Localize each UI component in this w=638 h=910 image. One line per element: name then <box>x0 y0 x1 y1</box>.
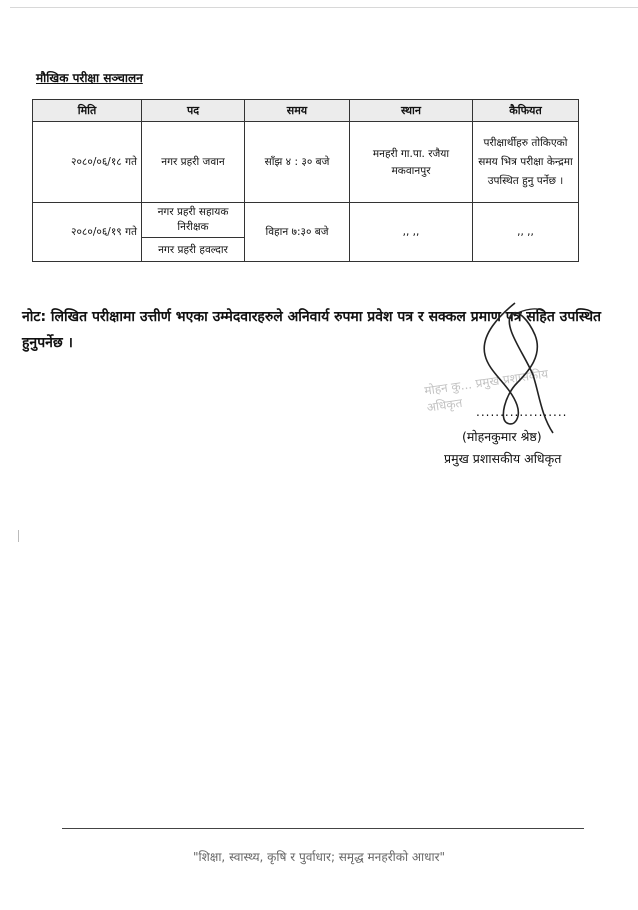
row1-date: २०८०/०६/१८ गते <box>33 122 142 203</box>
row2-post-a: नगर प्रहरी सहायक निरीक्षक <box>142 203 245 238</box>
top-rule <box>10 7 638 8</box>
signatory-title: प्रमुख प्रशासकीय अधिकृत <box>444 451 562 466</box>
row2-place: ,, ,, <box>350 203 473 262</box>
header-post: पद <box>142 100 245 122</box>
exam-schedule-table <box>32 99 579 262</box>
row1-place <box>350 122 473 203</box>
row1-place-line1: मनहरी गा.पा. रजैया <box>372 147 450 160</box>
header-time: समय <box>245 100 350 122</box>
handwritten-signature <box>455 295 568 445</box>
row1-remarks: परीक्षार्थीहरु तोकिएको समय भित्र परीक्षा केन्द्रमा उपस्थित हुनु पर्नेछ । <box>473 122 579 203</box>
signature-line: ................... <box>476 405 568 419</box>
table-row <box>33 203 579 238</box>
row2-date: २०८०/०६/१९ गते <box>33 203 142 262</box>
margin-mark <box>18 530 22 542</box>
footer-motto: "शिक्षा, स्वास्थ्य, कृषि र पुर्वाधार; समृद्ध मनहरीको आधार" <box>192 850 446 864</box>
footer-rule <box>62 828 584 829</box>
header-date: मिति <box>33 100 142 122</box>
row1-place-line2: मकवानपुर <box>391 164 431 177</box>
row2-remarks: ,, ,, <box>473 203 579 262</box>
note-paragraph: नोट: लिखित परीक्षामा उत्तीर्ण भएका उम्मेदवारहरुले अनिवार्य रुपमा प्रवेश पत्र र सक्कल प्रमाण पत्र सहित उपस्थित हुनुपर्नेछ । <box>22 309 602 351</box>
row2-post-b: नगर प्रहरी हवल्दार <box>142 238 245 262</box>
header-remarks: कैफियत <box>473 100 579 122</box>
row1-time: साँझ ४ : ३० बजे <box>245 122 350 203</box>
section-heading: मौखिक परीक्षा सञ्चालन <box>36 71 143 85</box>
table-row <box>33 122 579 203</box>
official-stamp: मोहन कु... प्रमुख प्रशासकीय अधिकृत <box>423 366 549 415</box>
table-header-row <box>33 100 579 122</box>
row1-post: नगर प्रहरी जवान <box>142 122 245 203</box>
row2-time: विहान ७:३० बजे <box>245 203 350 262</box>
signatory-name: (मोहनकुमार श्रेष्ठ) <box>462 429 542 444</box>
header-place: स्थान <box>350 100 473 122</box>
